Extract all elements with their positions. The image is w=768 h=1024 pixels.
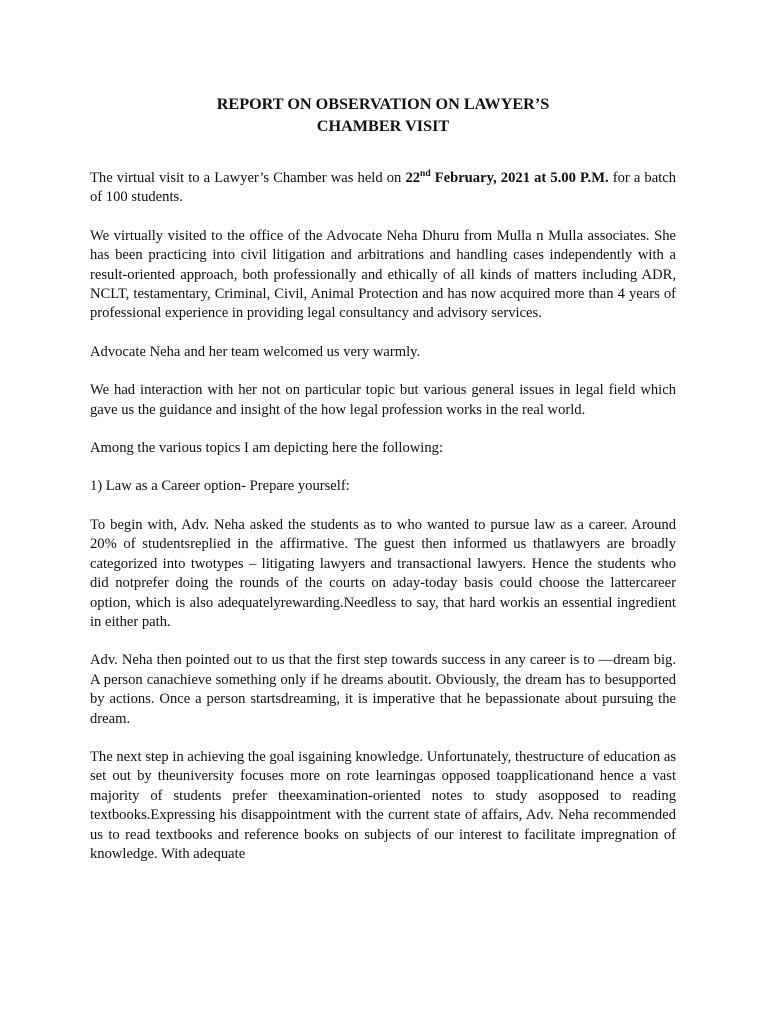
interaction-paragraph: We had interaction with her not on particular topic but various general issues in legal field which gave us the guidance and insight of the how legal profession works in the real world.: [90, 382, 676, 418]
date-day: 22: [405, 170, 421, 186]
advocate-paragraph: We virtually visited to the office of the Advocate Neha Dhuru from Mulla n Mulla associates. She has been practicing into civil litigation and arbitrations and handling cases independently with a result-oriented approach, both professionally and ethically of all kinds of matters including ADR, NCLT, testamentary, Criminal, Civil, Animal Protection and has now acquired more than 4 years of professional experience in providing legal consultancy and advisory services.: [90, 227, 676, 322]
document-page: [90, 93, 676, 883]
section-heading-1: 1) Law as a Career option- Prepare yourself:: [90, 478, 350, 495]
date-rest: February, 2021 at 5.00 P.M.: [430, 170, 609, 186]
title-line-1: REPORT ON OBSERVATION ON LAWYER’S: [216, 95, 550, 113]
document-title: [90, 93, 676, 137]
intro-paragraph: [90, 169, 676, 208]
intro-text-before: The virtual visit to a Lawyer’s Chamber was held on: [90, 170, 406, 186]
welcome-paragraph: Advocate Neha and her team welcomed us very warmly.: [90, 343, 421, 360]
knowledge-paragraph: The next step in achieving the goal isgaining knowledge. Unfortunately, thestructure of education as set out by theuniversity focuses more on rote learningas opposed toapplicationand hence a vast majority of students prefer theexamination-oriented notes to study asopposed to reading textbooks.Expressing his disappointment with the current state of affairs, Adv. Neha recommended us to read textbooks and reference books on subjects of our interest to facilitate impregnation of knowledge. With adequate: [90, 748, 676, 862]
career-paragraph: To begin with, Adv. Neha asked the students as to who wanted to pursue law as a career. Around 20% of studentsreplied in the affirmative. The guest then informed us thatlawyers are broadly categorized into twotypes – litigating lawyers and transactional lawyers. Hence the students who did notprefer doing the rounds of the courts on aday-today basis could choose the lattercareer option, which is also adequatelyrewarding.Needless to say, that hard workis an essential ingredient in either path.: [90, 516, 676, 630]
visit-date: [405, 170, 608, 186]
topics-paragraph: Among the various topics I am depicting here the following:: [90, 440, 444, 457]
intro-text-after: for a batch of 100 students.: [90, 170, 676, 206]
dream-paragraph: Adv. Neha then pointed out to us that the first step towards success in any career is to ―dream big. A person canachieve something only if he dreams aboutit. Obviously, the dream has to besupported by actions. Once a person startsdreaming, it is imperative that he bepassionate about pursuing the dream.: [90, 652, 676, 727]
title-line-2: CHAMBER VISIT: [316, 117, 450, 135]
date-suffix: nd: [420, 169, 431, 179]
